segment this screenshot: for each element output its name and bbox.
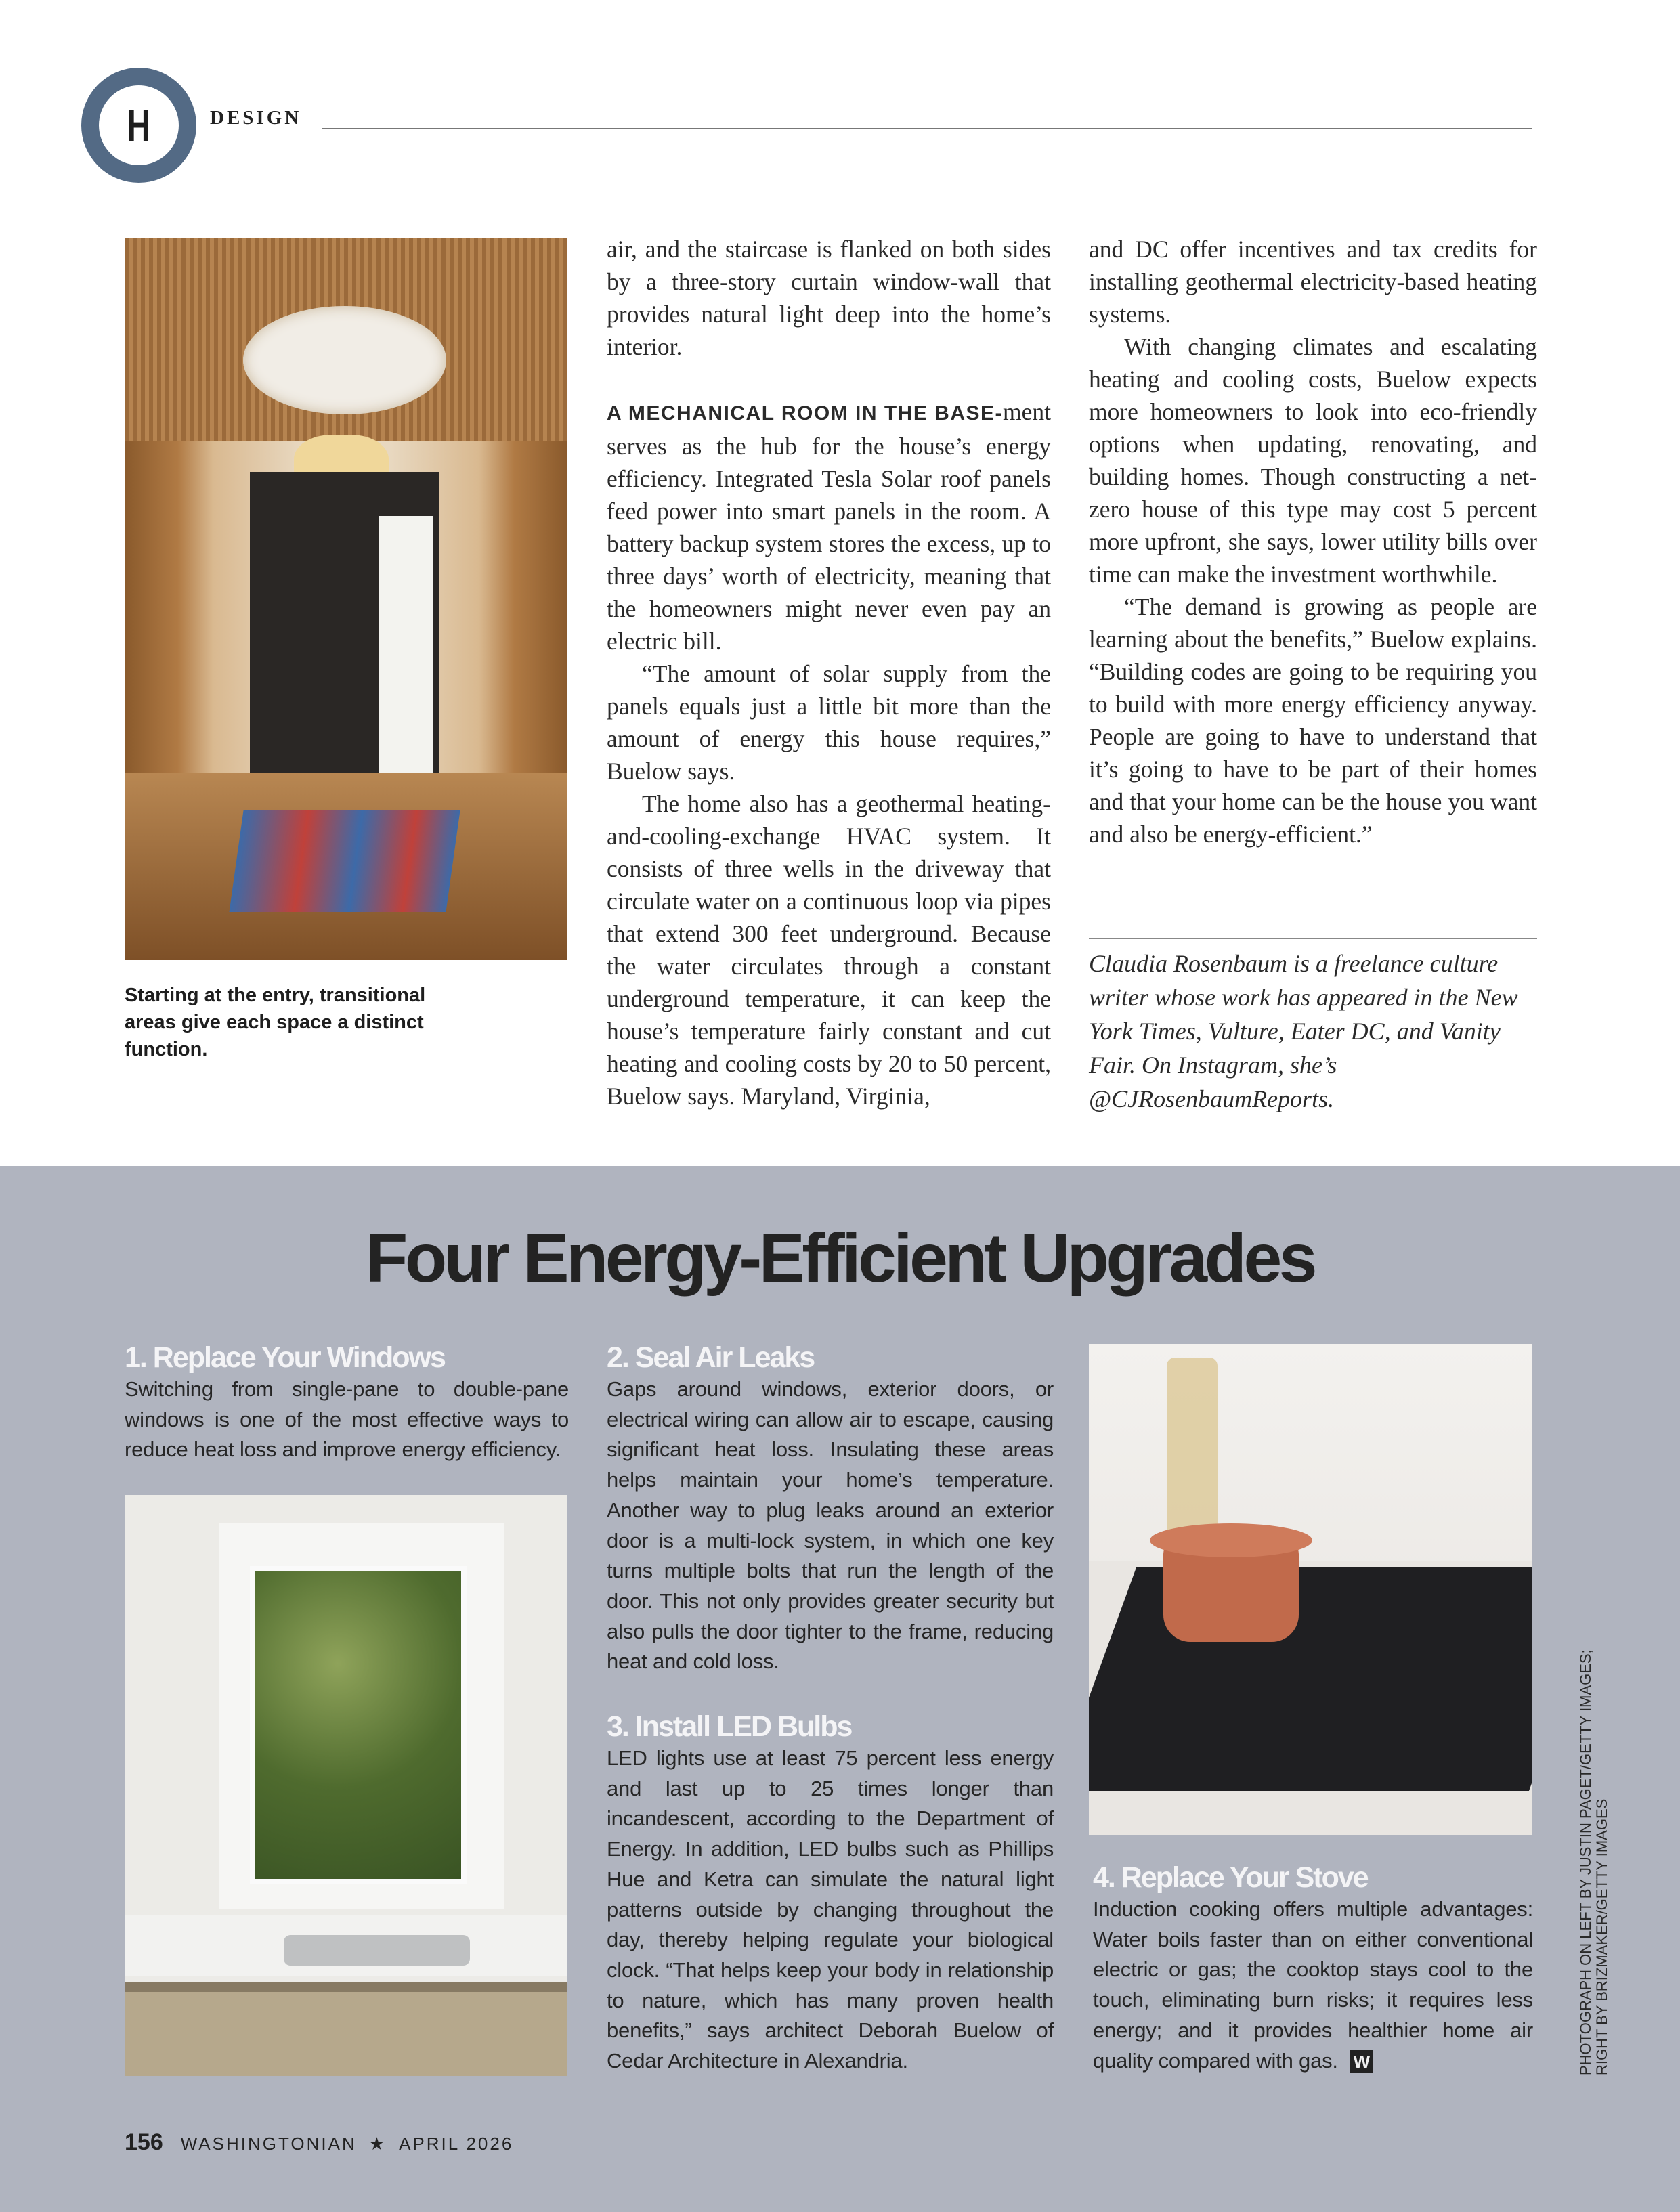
logo-letter: H [127, 100, 151, 150]
header-rule [322, 128, 1532, 129]
upgrade-item-4 [1093, 1861, 1533, 2076]
issue-date: APRIL 2026 [399, 2133, 514, 2154]
photo-caption: Starting at the entry, transitional areas give each space a distinct function. [125, 984, 426, 1060]
article-paragraph: “The amount of solar supply from the panels equals just a little bit more than the amount of energy this house requires,” Buelow says. [607, 660, 1051, 785]
section-logo [81, 68, 196, 183]
paragraph-text: ment serves as the hub for the house’s energy efficiency. Integrated Tesla Solar roof panels feed power into smart panels in the room. A battery backup system stores the excess, up to three days’ worth of electricity, meaning that the homeowners might never even pay an electric bill. [607, 398, 1051, 655]
credit-line: PHOTOGRAPH ON LEFT BY JUSTIN PAGET/GETTY IMAGES; [1577, 1649, 1594, 2075]
article-paragraph: With changing climates and escalating heating and cooling costs, Buelow expects more homeowners to look into eco-friendly options when updating, renovating, and building homes. Though constructing a net-zero house of this type may cost 5 percent more upfront, she says, lower utility bills over time can make the investment worthwhile. [1089, 333, 1537, 588]
page-footer [125, 2129, 513, 2156]
upgrade-body-text: Induction cooking offers multiple advantages: Water boils faster than on either conventional electric or gas; the cooktop stays cool to the touch, eliminating burn risks; it requires less energy; and it provides healthier home air quality compared with gas. [1093, 1897, 1533, 2073]
paragraph-lead-in: A MECHANICAL ROOM IN THE BASE- [607, 402, 1004, 425]
upgrade-heading: 4. Replace Your Stove [1093, 1861, 1368, 1894]
star-icon: ★ [368, 2133, 387, 2154]
window-photo [125, 1495, 567, 2076]
upgrade-body [1093, 1894, 1533, 2076]
upgrade-heading: 1. Replace Your Windows [125, 1341, 445, 1374]
publication-name: WASHINGTONIAN [180, 2133, 357, 2154]
upgrade-heading: 2. Seal Air Leaks [607, 1341, 815, 1374]
upgrade-item-3 [607, 1710, 1054, 2077]
article-column-middle [607, 233, 1051, 1112]
upgrade-item-1 [125, 1341, 569, 1465]
upgrade-heading: 3. Install LED Bulbs [607, 1710, 852, 1743]
upgrade-body: Gaps around windows, exterior doors, or electrical wiring can allow air to escape, causing significant heat loss. Insulating these areas helps maintain your home’s temperature. Another way to plug leaks around an exterior door is a multi-lock system, in which one key turns multiple bolts that run the length of the door. This not only provides greater security but also pulls the door tighter to the frame, reducing heat and cold loss. [607, 1377, 1054, 1674]
article-paragraph: air, and the staircase is flanked on both sides by a three-story curtain window-wall that provides natural light deep into the home’s interior. [607, 236, 1051, 360]
credit-line: RIGHT BY BRIZMAKER/GETTY IMAGES [1593, 1798, 1610, 2075]
section-label: DESIGN [210, 107, 302, 129]
photo-credit [1578, 1649, 1610, 2075]
article-column-right [1089, 233, 1537, 850]
stove-photo [1089, 1344, 1532, 1835]
end-mark-icon: W [1350, 2050, 1373, 2073]
upgrade-body: Switching from single-pane to double-pane windows is one of the most effective ways to reduce heat loss and improve energy efficiency. [125, 1377, 569, 1462]
article-paragraph: The home also has a geothermal heating-and-cooling-exchange HVAC system. It consists of three wells in the driveway that circulate water on a continuous loop via pipes that extend 300 feet underground. Because the water circulates through a constant underground temperature, it can keep the house’s temperature fairly constant and cut heating and cooling costs by 20 to 50 percent, Buelow says. Maryland, Virginia, [607, 790, 1051, 1110]
bio-divider [1089, 938, 1537, 939]
upgrade-body: LED lights use at least 75 percent less energy and last up to 25 times longer than incandescent, according to the Department of Energy. In addition, LED bulbs such as Phillips Hue and Ketra can simulate the natural light patterns outside by changing throughout the day, thereby helping regulate your biological clock. “That helps keep your body in relationship to nature, which has many proven health benefits,” says architect Deborah Buelow of Cedar Architecture in Alexandria. [607, 1746, 1054, 2073]
article-paragraph [607, 395, 1051, 657]
article-paragraph: and DC offer incentives and tax credits for installing geothermal electricity-based heating systems. [1089, 236, 1537, 328]
page-number: 156 [125, 2129, 163, 2155]
sidebar-title: Four Energy-Efficient Upgrades [366, 1219, 1314, 1297]
upgrade-item-2 [607, 1341, 1054, 1677]
article-paragraph: “The demand is growing as people are learning about the benefits,” Buelow explains. “Building codes are going to be requiring you to build with more energy efficiency anyway. People are going to have to understand that it’s going to have to be part of their homes and that your home can be the house you want and also be energy-efficient.” [1089, 593, 1537, 848]
author-bio: Claudia Rosenbaum is a freelance culture writer whose work has appeared in the New York Times, Vulture, Eater DC, and Vanity Fair. On Instagram, she’s @CJRosenbaumReports. [1089, 950, 1518, 1112]
hallway-photo [125, 238, 567, 960]
